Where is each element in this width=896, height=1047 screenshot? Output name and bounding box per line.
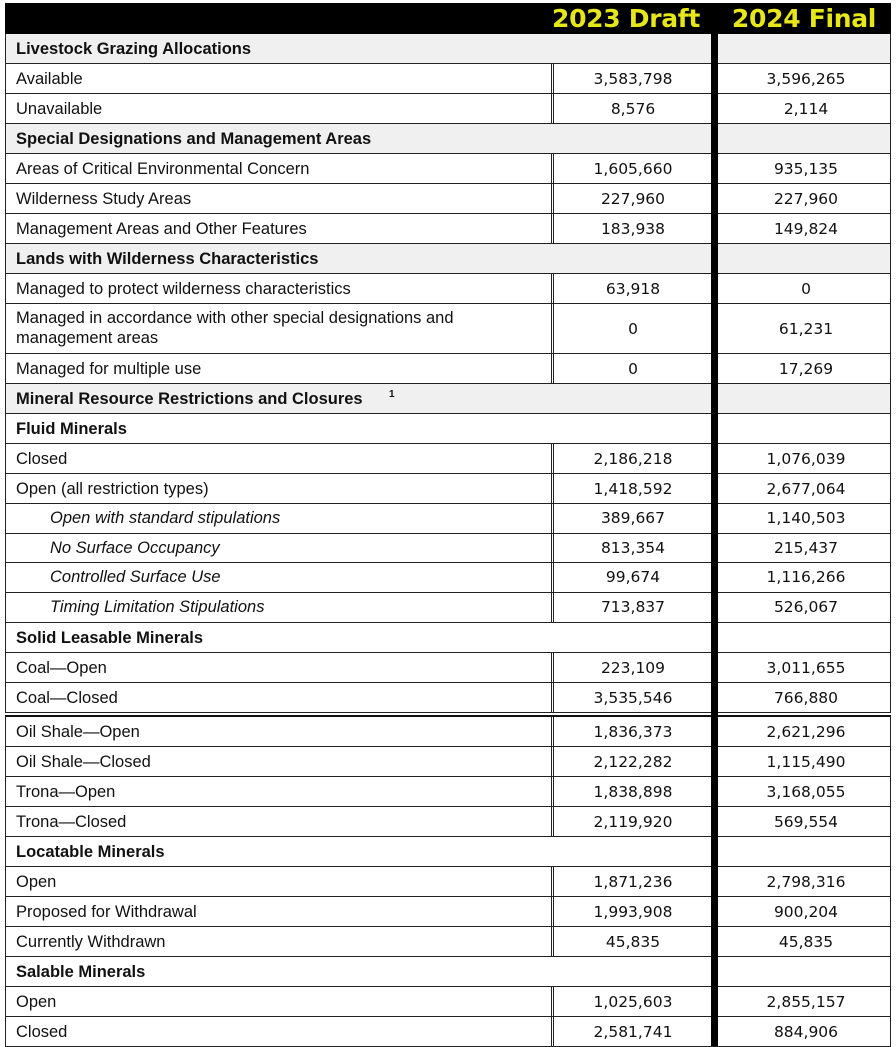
footnote-marker: 1 xyxy=(389,389,395,400)
row-label: Salable Minerals xyxy=(16,962,146,981)
row-label: Special Designations and Management Areas xyxy=(16,130,372,148)
row-label: Closed xyxy=(16,1022,68,1041)
final-value: 1,076,039 xyxy=(766,450,846,468)
final-value: 215,437 xyxy=(773,538,839,557)
draft-value: 2,581,741 xyxy=(593,1022,673,1041)
final-value: 227,960 xyxy=(773,190,839,208)
row-label: Trona—Closed xyxy=(16,812,127,831)
row-label: Oil Shale—Closed xyxy=(16,752,151,771)
row-label: Areas of Critical Environmental Concern xyxy=(16,160,310,178)
row-label: Mineral Resource Restrictions and Closures xyxy=(16,390,363,408)
table-row xyxy=(5,717,891,747)
table-row xyxy=(5,304,891,354)
row-label: Lands with Wilderness Characteristics xyxy=(16,250,319,268)
table-row xyxy=(5,64,891,94)
final-value: 3,168,055 xyxy=(766,782,846,801)
section-fill xyxy=(720,384,890,413)
final-value: 935,135 xyxy=(773,160,839,178)
table-row xyxy=(5,154,891,184)
draft-value: 0 xyxy=(628,360,638,378)
row-label: Managed to protect wilderness characteristics xyxy=(16,280,351,298)
table-row xyxy=(5,444,891,474)
final-value: 900,204 xyxy=(773,902,839,921)
row-label: Management Areas and Other Features xyxy=(16,220,307,238)
draft-value: 1,838,898 xyxy=(593,782,673,801)
comparison-table xyxy=(5,3,891,1047)
table-row xyxy=(5,354,891,384)
row-label: Coal—Open xyxy=(16,658,107,677)
row-label: Controlled Surface Use xyxy=(50,568,221,587)
row-label: Open (all restriction types) xyxy=(16,480,209,498)
section-header-row xyxy=(5,34,891,64)
table-row xyxy=(5,214,891,244)
row-label: Unavailable xyxy=(16,100,103,118)
draft-value: 1,605,660 xyxy=(593,160,673,178)
section-fill xyxy=(720,34,890,63)
draft-value: 45,835 xyxy=(605,932,661,951)
draft-value: 99,674 xyxy=(605,568,661,587)
final-value: 3,596,265 xyxy=(766,70,846,88)
final-value: 2,677,064 xyxy=(766,480,846,498)
draft-value: 223,109 xyxy=(600,658,666,677)
draft-value: 2,186,218 xyxy=(593,450,673,468)
row-label: Managed in accordance with other special designations and management areas xyxy=(16,309,454,347)
draft-value: 1,836,373 xyxy=(593,722,673,741)
row-label: Open with standard stipulations xyxy=(50,509,281,527)
table-row xyxy=(5,747,891,777)
draft-value: 3,583,798 xyxy=(593,70,673,88)
section-header-row xyxy=(5,414,891,444)
row-label: Livestock Grazing Allocations xyxy=(16,40,252,58)
section-header-row xyxy=(5,124,891,154)
final-value: 149,824 xyxy=(773,220,839,238)
table-row xyxy=(5,777,891,807)
table-row xyxy=(5,94,891,124)
section-header-row xyxy=(5,957,891,987)
draft-value: 2,122,282 xyxy=(593,752,673,771)
draft-value: 0 xyxy=(628,320,638,338)
final-value: 1,115,490 xyxy=(766,752,846,771)
final-value: 2,798,316 xyxy=(766,872,846,891)
table-row xyxy=(5,184,891,214)
draft-value: 63,918 xyxy=(605,280,661,298)
final-value: 1,140,503 xyxy=(766,509,846,527)
final-value: 2,621,296 xyxy=(766,722,846,741)
row-label: Wilderness Study Areas xyxy=(16,190,192,208)
row-label: Currently Withdrawn xyxy=(16,932,166,951)
row-label: Open xyxy=(16,992,57,1011)
row-label: Oil Shale—Open xyxy=(16,722,140,741)
row-label: No Surface Occupancy xyxy=(50,538,220,557)
row-label: Coal—Closed xyxy=(16,688,118,707)
row-label: Trona—Open xyxy=(16,782,116,801)
draft-value: 1,025,603 xyxy=(593,992,673,1011)
table-row xyxy=(5,563,891,593)
draft-value: 1,871,236 xyxy=(593,872,673,891)
table-row xyxy=(5,897,891,927)
draft-value: 183,938 xyxy=(600,220,666,238)
section-header-row xyxy=(5,623,891,653)
section-header-row xyxy=(5,244,891,274)
final-value: 1,116,266 xyxy=(766,568,846,587)
table-row xyxy=(5,867,891,897)
table-row xyxy=(5,1017,891,1047)
final-value: 2,114 xyxy=(783,100,829,118)
row-label: Managed for multiple use xyxy=(16,360,202,378)
row-label: Available xyxy=(16,70,83,88)
column-divider xyxy=(711,34,718,1046)
final-value: 766,880 xyxy=(773,688,839,707)
final-value: 884,906 xyxy=(773,1022,839,1041)
draft-value: 2,119,920 xyxy=(593,812,673,831)
table-row xyxy=(5,927,891,957)
final-value: 0 xyxy=(801,280,811,298)
table-row xyxy=(5,683,891,713)
section-header-row xyxy=(5,384,891,414)
row-label: Fluid Minerals xyxy=(16,420,127,438)
draft-value: 1,993,908 xyxy=(593,902,673,921)
table-row xyxy=(5,593,891,623)
table-header xyxy=(5,3,891,34)
section-fill xyxy=(720,244,890,273)
row-label: Proposed for Withdrawal xyxy=(16,902,197,921)
table-row xyxy=(5,653,891,683)
final-value: 45,835 xyxy=(778,932,834,951)
draft-value: 3,535,546 xyxy=(593,688,673,707)
row-label: Locatable Minerals xyxy=(16,842,165,861)
table-row xyxy=(5,274,891,304)
draft-value: 813,354 xyxy=(600,538,666,557)
draft-value: 227,960 xyxy=(600,190,666,208)
table-row xyxy=(5,807,891,837)
table-row xyxy=(5,987,891,1017)
row-label: Solid Leasable Minerals xyxy=(16,628,204,647)
row-label: Open xyxy=(16,872,57,891)
section-header-row xyxy=(5,837,891,867)
final-value: 17,269 xyxy=(778,360,834,378)
row-label: Closed xyxy=(16,450,68,468)
final-value: 3,011,655 xyxy=(766,658,846,677)
final-value: 569,554 xyxy=(773,812,839,831)
final-value: 61,231 xyxy=(778,320,834,338)
draft-value: 8,576 xyxy=(610,100,656,118)
section-fill xyxy=(720,124,890,153)
table-body xyxy=(5,34,891,1047)
draft-value: 1,418,592 xyxy=(593,480,673,498)
table-row xyxy=(5,504,891,534)
draft-value: 389,667 xyxy=(600,509,666,527)
final-value: 526,067 xyxy=(773,598,839,617)
table-row xyxy=(5,474,891,504)
row-label: Timing Limitation Stipulations xyxy=(50,598,265,617)
draft-value: 713,837 xyxy=(600,598,666,617)
column-header-2024-final: 2024 Final xyxy=(731,4,877,33)
final-value: 2,855,157 xyxy=(766,992,846,1011)
column-header-2023-draft: 2023 Draft xyxy=(551,4,701,33)
table-row xyxy=(5,534,891,564)
